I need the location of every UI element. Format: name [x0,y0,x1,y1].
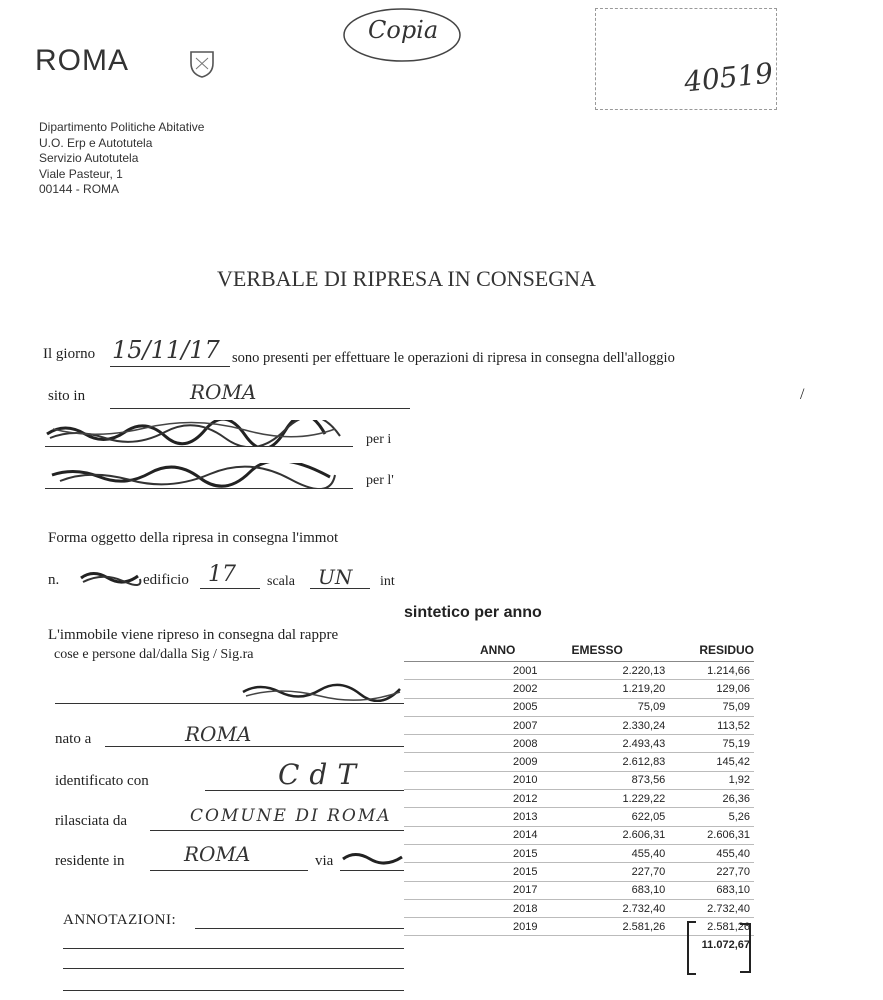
cell-anno: 2008 [404,735,550,753]
cell-anno: 2001 [404,662,550,680]
redacted-name-3 [240,680,405,702]
giorno-underline [110,366,230,367]
nato-label: nato a [55,731,92,747]
cell-anno: 2015 [404,844,550,862]
redacted-street [340,848,405,868]
cell-residuo: 455,40 [669,844,754,862]
coat-of-arms-icon [188,49,216,79]
table-row [404,826,754,844]
cell-anno: 2019 [404,918,550,936]
city-logo-text: ROMA [35,44,129,77]
sig-underline [55,703,405,704]
table-row [404,881,754,899]
annotazioni-line-4 [63,990,405,991]
address-line: 00144 - ROMA [39,182,120,196]
address-line: Viale Pasteur, 1 [39,166,123,181]
sito-value: ROMA [190,380,257,404]
cell-emesso: 2.330,24 [550,716,670,734]
cell-residuo: 2.732,40 [669,899,754,917]
giorno-date: 15/11/17 [112,336,220,364]
cell-residuo: 129,06 [669,680,754,698]
cell-residuo: 26,36 [669,790,754,808]
address-line: Dipartimento Politiche Abitative [39,120,205,134]
annotazioni-label: ANNOTAZIONI: [63,912,177,928]
annotazioni-line-1 [195,928,405,929]
table-row [404,863,754,881]
cell-anno: 2005 [404,698,550,716]
cell-anno: 2014 [404,826,550,844]
residente-underline [150,870,308,871]
table-row [404,716,754,734]
summary-table-panel [404,598,883,1000]
cell-residuo: 145,42 [669,753,754,771]
table-row [404,753,754,771]
protocol-stamp-box [595,8,777,110]
table-row [404,662,754,680]
rilasciata-underline [150,830,405,831]
cell-residuo: 683,10 [669,881,754,899]
cell-emesso: 455,40 [550,844,670,862]
total-residuo: 11.072,67 [701,939,750,952]
redacted-name-1 [45,420,345,446]
annotazioni-line-2 [63,948,405,949]
cell-anno: 2002 [404,680,550,698]
scala-label: scala [267,574,295,589]
edificio-label: edificio [143,572,189,588]
forma-oggetto-text: Forma oggetto della ripresa in consegna l'immot [48,530,339,546]
protocol-number: 40519 [682,56,775,99]
cell-emesso: 1.229,22 [550,790,670,808]
table-header-row [404,639,754,662]
margin-mark: / [800,386,805,403]
cell-emesso: 1.219,20 [550,680,670,698]
address-line: Servizio Autotutela [39,151,139,165]
table-row [404,899,754,917]
cell-emesso: 2.606,31 [550,826,670,844]
per-label-1: per i [366,432,392,447]
table-row [404,735,754,753]
scala-value: UN [318,565,353,589]
via-underline [340,870,405,871]
cell-residuo: 2.581,26 [669,918,754,936]
identificato-underline [205,790,405,791]
table-row [404,808,754,826]
rilasciata-value: COMUNE DI ROMA [190,806,392,826]
cell-anno: 2009 [404,753,550,771]
cell-anno: 2018 [404,899,550,917]
int-label: int [380,574,395,589]
document-title: VERBALE DI RIPRESA IN CONSEGNA [217,266,596,291]
redacted-name-2 [50,463,340,489]
cell-residuo: 2.606,31 [669,826,754,844]
identificato-value: CdT [278,758,367,791]
cell-residuo: 75,19 [669,735,754,753]
cell-anno: 2017 [404,881,550,899]
presenti-text: sono presenti per effettuare le operazioni di ripresa in consegna dell'alloggio [232,350,675,366]
table-row [404,698,754,716]
address-line: U.O. Erp e Autotutela [39,135,153,150]
nato-underline [105,746,405,747]
cell-emesso: 2.732,40 [550,899,670,917]
cell-anno: 2012 [404,790,550,808]
cell-emesso: 75,09 [550,698,670,716]
department-address [39,120,204,198]
scala-underline [310,588,370,589]
identificato-label: identificato con [55,773,149,789]
cell-residuo: 1.214,66 [669,662,754,680]
table-row [404,844,754,862]
cell-anno: 2007 [404,716,550,734]
n-label: n. [48,572,60,588]
cell-anno: 2015 [404,863,550,881]
table-row [404,790,754,808]
cell-residuo: 75,09 [669,698,754,716]
giorno-label: Il giorno [43,346,96,362]
column-header-anno: ANNO [404,639,550,662]
table-row [404,680,754,698]
cell-emesso: 683,10 [550,881,670,899]
cell-emesso: 2.581,26 [550,918,670,936]
cell-residuo: 113,52 [669,716,754,734]
cell-emesso: 2.220,13 [550,662,670,680]
cell-residuo: 5,26 [669,808,754,826]
copia-stamp [340,4,465,66]
redacted-underline-2 [45,488,353,489]
summary-table [404,639,754,954]
cell-emesso: 227,70 [550,863,670,881]
cell-emesso: 622,05 [550,808,670,826]
handwritten-bracket [682,920,754,978]
sito-label: sito in [48,388,86,404]
immobile-text-1: L'immobile viene ripreso in consegna dal rappre [48,627,339,643]
cell-anno: 2013 [404,808,550,826]
cell-residuo: 227,70 [669,863,754,881]
redacted-underline-1 [45,446,353,447]
residente-label: residente in [55,853,125,869]
cell-emesso: 2.493,43 [550,735,670,753]
table-row [404,771,754,789]
table-title: sintetico per anno [404,604,542,621]
cell-emesso: 2.612,83 [550,753,670,771]
column-header-residuo: RESIDUO [669,639,754,662]
cell-anno: 2010 [404,771,550,789]
edificio-underline [200,588,260,589]
rilasciata-label: rilasciata da [55,813,128,829]
redacted-number [78,566,143,588]
immobile-text-2: cose e persone dal/dalla Sig / Sig.ra [54,647,254,662]
residente-value: ROMA [184,842,251,866]
via-label: via [315,853,334,869]
edificio-value: 17 [208,562,236,587]
copia-handwritten: Copia [368,16,439,44]
per-label-2: per l' [366,473,394,488]
sito-underline [110,408,410,409]
cell-residuo: 1,92 [669,771,754,789]
cell-emesso: 873,56 [550,771,670,789]
annotazioni-line-3 [63,968,405,969]
nato-value: ROMA [185,722,252,746]
column-header-emesso: EMESSO [550,639,670,662]
